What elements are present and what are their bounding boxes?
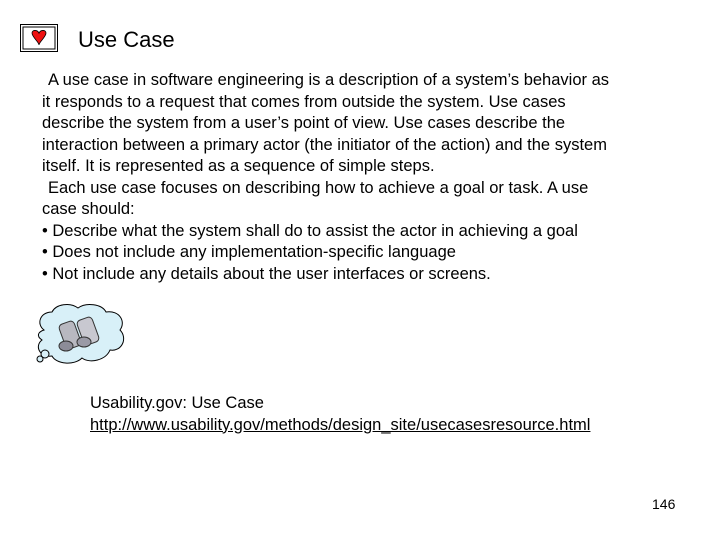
binoculars-cloud-icon: [30, 300, 130, 368]
reference-link[interactable]: http://www.usability.gov/methods/design_site/usecasesresource.html: [90, 415, 591, 434]
reference: [90, 393, 590, 436]
body-line: interaction between a primary actor (the initiator of the action) and the system: [42, 135, 607, 154]
slide-title: Use Case: [78, 27, 175, 52]
bullet-item: • Not include any details about the user interfaces or screens.: [42, 264, 491, 283]
body-line: case should:: [42, 200, 135, 218]
body-line: describe the system from a user’s point of view. Use cases describe the: [42, 114, 566, 132]
reference-title: Usability.gov: Use Case: [90, 394, 264, 412]
body-text: [42, 70, 682, 285]
body-line: Each use case focuses on describing how to achieve a goal or task. A use: [48, 178, 589, 197]
bullet-item: • Does not include any implementation-specific language: [42, 243, 456, 261]
body-line: it responds to a request that comes from outside the system. Use cases: [42, 92, 566, 111]
bullet-item: • Describe what the system shall do to assist the actor in achieving a goal: [42, 221, 578, 240]
body-line: itself. It is represented as a sequence of simple steps.: [42, 157, 435, 175]
page-number: 146: [652, 496, 676, 512]
body-line: A use case in software engineering is a description of a system’s behavior as: [48, 71, 609, 89]
heart-frame-icon: [20, 24, 58, 52]
